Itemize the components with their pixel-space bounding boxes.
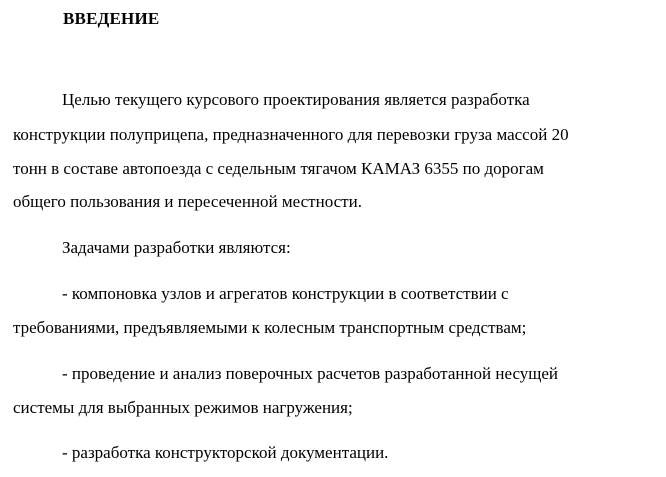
paragraph-line: Задачами разработки являются: [62, 238, 291, 257]
paragraph-line: - компоновка узлов и агрегатов конструкции в соответствии с [62, 284, 509, 303]
paragraph-line: системы для выбранных режимов нагружения; [13, 398, 353, 417]
paragraph-line: конструкции полуприцепа, предназначенного для перевозки груза массой 20 [13, 125, 569, 144]
paragraph-line: - проведение и анализ поверочных расчетов разработанной несущей [62, 364, 559, 383]
paragraph-line: общего пользования и пересеченной местности. [13, 192, 362, 211]
paragraph-line: - разработка конструкторской документации. [62, 443, 389, 462]
paragraph-line: тонн в составе автопоезда с седельным тягачом КАМАЗ 6355 по дорогам [13, 159, 544, 178]
paragraph-line: требованиями, предъявляемыми к колесным транспортным средствам; [13, 318, 527, 337]
paragraph-line: Целью текущего курсового проектирования является разработка [62, 90, 530, 109]
section-heading: ВВЕДЕНИЕ [63, 9, 160, 28]
